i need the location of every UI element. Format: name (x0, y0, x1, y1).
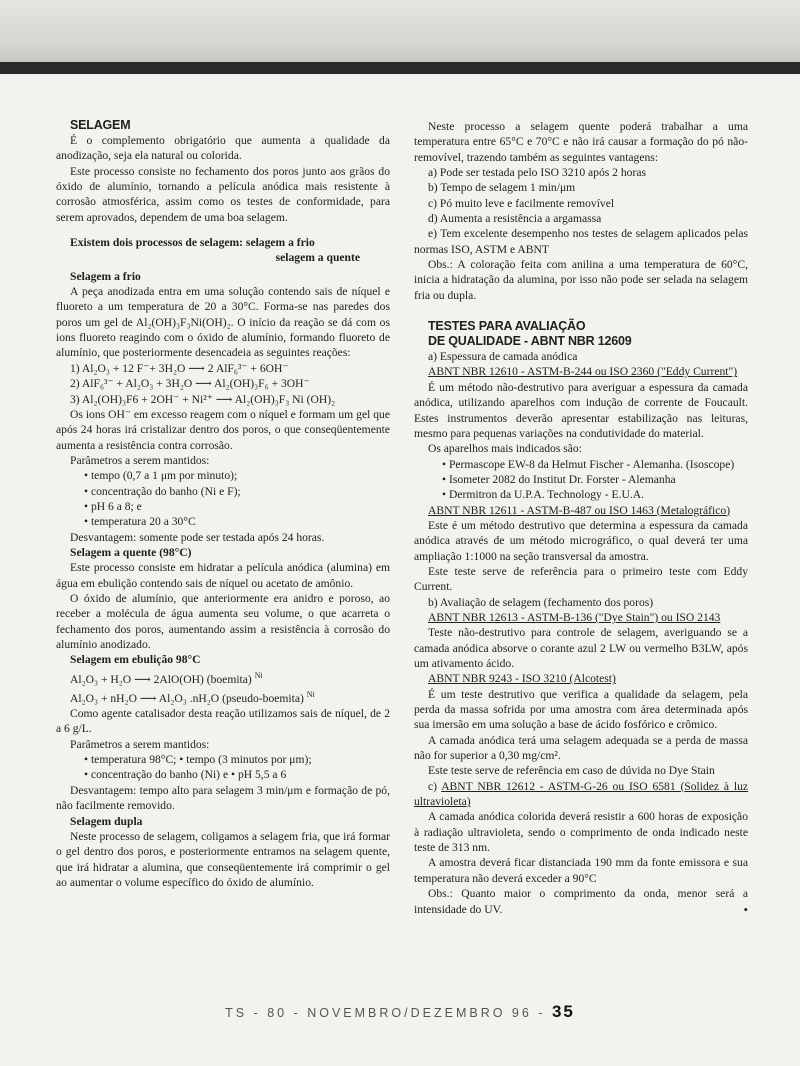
header-rule (0, 62, 800, 74)
paragraph: Como agente catalisador desta reação utilizamos sais de níquel, de 2 a 6 g/L. (56, 707, 390, 736)
catalyst-label: Ni (306, 689, 315, 699)
bullet-item: • Dermitron da U.P.A. Technology - E.U.A. (442, 488, 645, 502)
heading-selagem-quente: Selagem a quente (98°C) (70, 545, 192, 559)
paragraph: Neste processo de selagem, coligamos a selagem fria, que irá formar o gel dentro dos poros, e posteriormente entramos na selagem quente, que irá hidratar a alumina, que conseqüentemente irá comprimir o gel ao aumentar o volume específico do óxido de alumínio. (56, 829, 390, 889)
paragraph: A camada anódica colorida deverá resistir a 600 horas de exposição à radiação ultravioleta, sendo o comprimento de onda indicado neste teste de 313 nm. (414, 810, 748, 855)
right-column (414, 119, 748, 917)
paragraph: Este é um método destrutivo que determina a espessura da camada anódica através de um método micrográfico, o qual deverá ter uma ampliação 1:1000 na seção transversal da amostra. (414, 518, 748, 563)
paragraph: Neste processo a selagem quente poderá trabalhar a uma temperatura entre 65°C e 70°C e não irá causar a formação do pó não-removível, trazendo também as seguintes vantagens: (414, 120, 748, 164)
heading-testes: TESTES PARA AVALIAÇÃO (428, 319, 586, 334)
paragraph: É um teste destrutivo que verifica a qualidade da selagem, pela perda da massa sofrida por uma amostra com área determinada após sua imersão em uma solução a base de ácido fosfórico e crômico. (414, 687, 748, 732)
equation-3: 3) Al₂(OH)₃F6 + 2OH⁻ + Ni²⁺ ⟶ Al₂(OH)₃F₃ Ni (OH)₂ (70, 392, 336, 406)
paragraph: O óxido de alumínio, que anteriormente era anidro e poroso, ao receber a molécula de água aumenta seu volume, o que acarreta o fechamento dos poros, aumentando assim a resistência à corrosão do alumínio anodizado. (56, 591, 390, 651)
page-number: 35 (551, 1002, 575, 1021)
paragraph: Este processo consiste no fechamento dos poros junto aos grãos do óxido de alumínio, tornando a película anódica mais resistente à corrosão atmosférica, assim como os testes de conformidade, para serem aprovados, dependem de uma boa selagem. (56, 164, 390, 224)
advantage-item: b) Tempo de selagem 1 min/μm (428, 181, 576, 195)
heading-testes-2: DE QUALIDADE - ABNT NBR 12609 (428, 334, 632, 349)
equation-5 (56, 687, 390, 706)
equation-4 (56, 668, 390, 687)
paragraph: Desvantagem: tempo alto para selagem 3 min/μm e formação de pó, não facilmente removido. (56, 783, 390, 813)
heading-selagem: SELAGEM (70, 118, 131, 132)
bullet-item: • Isometer 2082 do Institut Dr. Forster - Alemanha (442, 472, 676, 486)
heading-selagem-ebulicao: Selagem em ebulição 98°C (70, 653, 201, 667)
paragraph (414, 886, 748, 917)
standard-reference: ABNT NBR 9243 - ISO 3210 (Alcotest) (428, 672, 616, 686)
paragraph: É o complemento obrigatório que aumenta a qualidade da anodização, seja ela natural ou colorida. (56, 134, 390, 163)
page-footer (0, 1002, 800, 1022)
bullet-item: • pH 6 a 8; e (84, 499, 142, 513)
standard-reference: ABNT NBR 12612 - ASTM-G-26 ou ISO 6581 (Solidez à luz ultravioleta) (414, 779, 749, 809)
paragraph: Obs.: A coloração feita com anilina a uma temperatura de 60°C, inicia a hidratação da alumina, por isso não pode ser selada na selagem fria ou dupla. (414, 258, 748, 302)
list-prefix: c) (428, 779, 442, 793)
paragraph: Desvantagem: somente pode ser testada após 24 horas. (70, 530, 325, 544)
equation-1: 1) Al₂O₃ + 12 F⁻+ 3H₂O ⟶ 2 AlF₆³⁻ + 6OH⁻ (70, 361, 289, 375)
bullet-item: • temperatura 98°C; • tempo (3 minutos por μm); (84, 753, 312, 767)
paragraph: A peça anodizada entra em uma solução contendo sais de níquel e fluoreto a um temperatura de 20 a 30°C. Forma-se nas paredes dos poros um gel de Al₂(OH)₃F₃Ni(OH)₂. O início da reação se dá com os ions fluoreto reagindo com o óxido de alumínio, formando fluoreto de alumínio, que posteriormente desencadeia as seguintes reações: (56, 285, 390, 360)
bullet-item: • concentração do banho (Ni e F); (84, 484, 241, 498)
parameters-label: Parâmetros a serem mantidos: (70, 737, 210, 751)
observation-text: Obs.: Quanto maior o comprimento da onda, menor será a intensidade do UV. (414, 887, 748, 916)
bullet-item: • tempo (0,7 a 1 μm por minuto); (84, 469, 238, 483)
paragraph: Este teste serve de referência em caso de dúvida no Dye Stain (428, 764, 715, 778)
equation-2: 2) AlF₆³⁻ + Al₂O₃ + 3H₂O ⟶ Al₂(OH)₃F₆ + 3OH⁻ (70, 377, 310, 391)
list-item: a) Espessura de camada anódica (428, 350, 578, 364)
standard-reference: ABNT NBR 12610 - ASTM-B-244 ou ISO 2360 ("Eddy Current") (428, 365, 738, 379)
header-band (0, 0, 800, 62)
bullet-item: • temperatura 20 a 30°C (84, 515, 196, 529)
heading-selagem-frio: Selagem a frio (70, 269, 141, 283)
paragraph: Os aparelhos mais indicados são: (428, 442, 582, 456)
end-mark: • (743, 901, 748, 917)
bullet-item: • concentração do banho (Ni) e • pH 5,5 a 6 (84, 768, 287, 782)
advantage-item: a) Pode ser testada pelo ISO 3210 após 2 horas (428, 166, 646, 180)
standard-reference: ABNT NBR 12611 - ASTM-B-487 ou ISO 1463 (Metalográfico) (428, 503, 731, 517)
list-item: b) Avaliação de selagem (fechamento dos poros) (428, 595, 654, 609)
paragraph: A amostra deverá ficar distanciada 190 mm da fonte emissora e sua temperatura não deverá exceder a 90°C (414, 856, 748, 885)
equation-4-text: Al₂O₃ + H₂O ⟶ 2AlO(OH) (boemita) (70, 672, 252, 686)
parameters-label: Parâmetros a serem mantidos: (70, 453, 210, 467)
list-item (414, 779, 748, 810)
heading-dois-processos: Existem dois processos de selagem: selagem a frio (70, 236, 315, 250)
footer-text: TS - 80 - NOVEMBRO/DEZEMBRO 96 - (225, 1006, 552, 1020)
bullet-item: • Permascope EW-8 da Helmut Fischer - Alemanha. (Isoscope) (442, 457, 735, 471)
paragraph: É um método não-destrutivo para averiguar a espessura da camada anódica, utilizando aparelhos com indução de corrente de Foucault. Estes instrumentos deverão apresentar estabilização nas leituras, mesmo para pequenas variações na condutividade do material. (414, 380, 748, 440)
paragraph: A camada anódica terá uma selagem adequada se a perda de massa não for superior a 0,30 mg/cm². (414, 733, 748, 763)
advantage-item: c) Pó muito leve e facilmente removível (428, 196, 615, 210)
heading-selagem-dupla: Selagem dupla (70, 814, 143, 828)
equation-5-text: Al₂O₃ + nH₂O ⟶ Al₂O₃ .nH₂O (pseudo-boemita) (70, 691, 304, 705)
advantage-item: d) Aumenta a resistência a argamassa (428, 212, 602, 226)
standard-reference: ABNT NBR 12613 - ASTM-B-136 ("Dye Stain") ou ISO 2143 (428, 610, 721, 624)
catalyst-label: Ni (254, 670, 263, 680)
paragraph: Os ions OH⁻ em excesso reagem com o níquel e formam um gel que após 24 horas irá cristalizar dentro dos poros, o que conseqüentemente aumenta a resistência contra corrosão. (56, 407, 390, 452)
advantage-item: e) Tem excelente desempenho nos testes de selagem aplicados pelas normas ISO, ASTM e ABNT (414, 227, 748, 256)
paragraph: Teste não-destrutivo para controle de selagem, averiguando se a camada anódica absorve o corante azul 2 LW ou vermelho B3LW, após um ativamento ácido. (414, 626, 748, 670)
paragraph: Este processo consiste em hidratar a película anódica (alumina) em água em ebulição contendo sais de níquel ou acetato de amônio. (56, 561, 390, 590)
heading-dois-processos-2: selagem a quente (275, 251, 360, 265)
left-column (56, 118, 390, 890)
paragraph: Este teste serve de referência para o primeiro teste com Eddy Current. (414, 564, 748, 594)
